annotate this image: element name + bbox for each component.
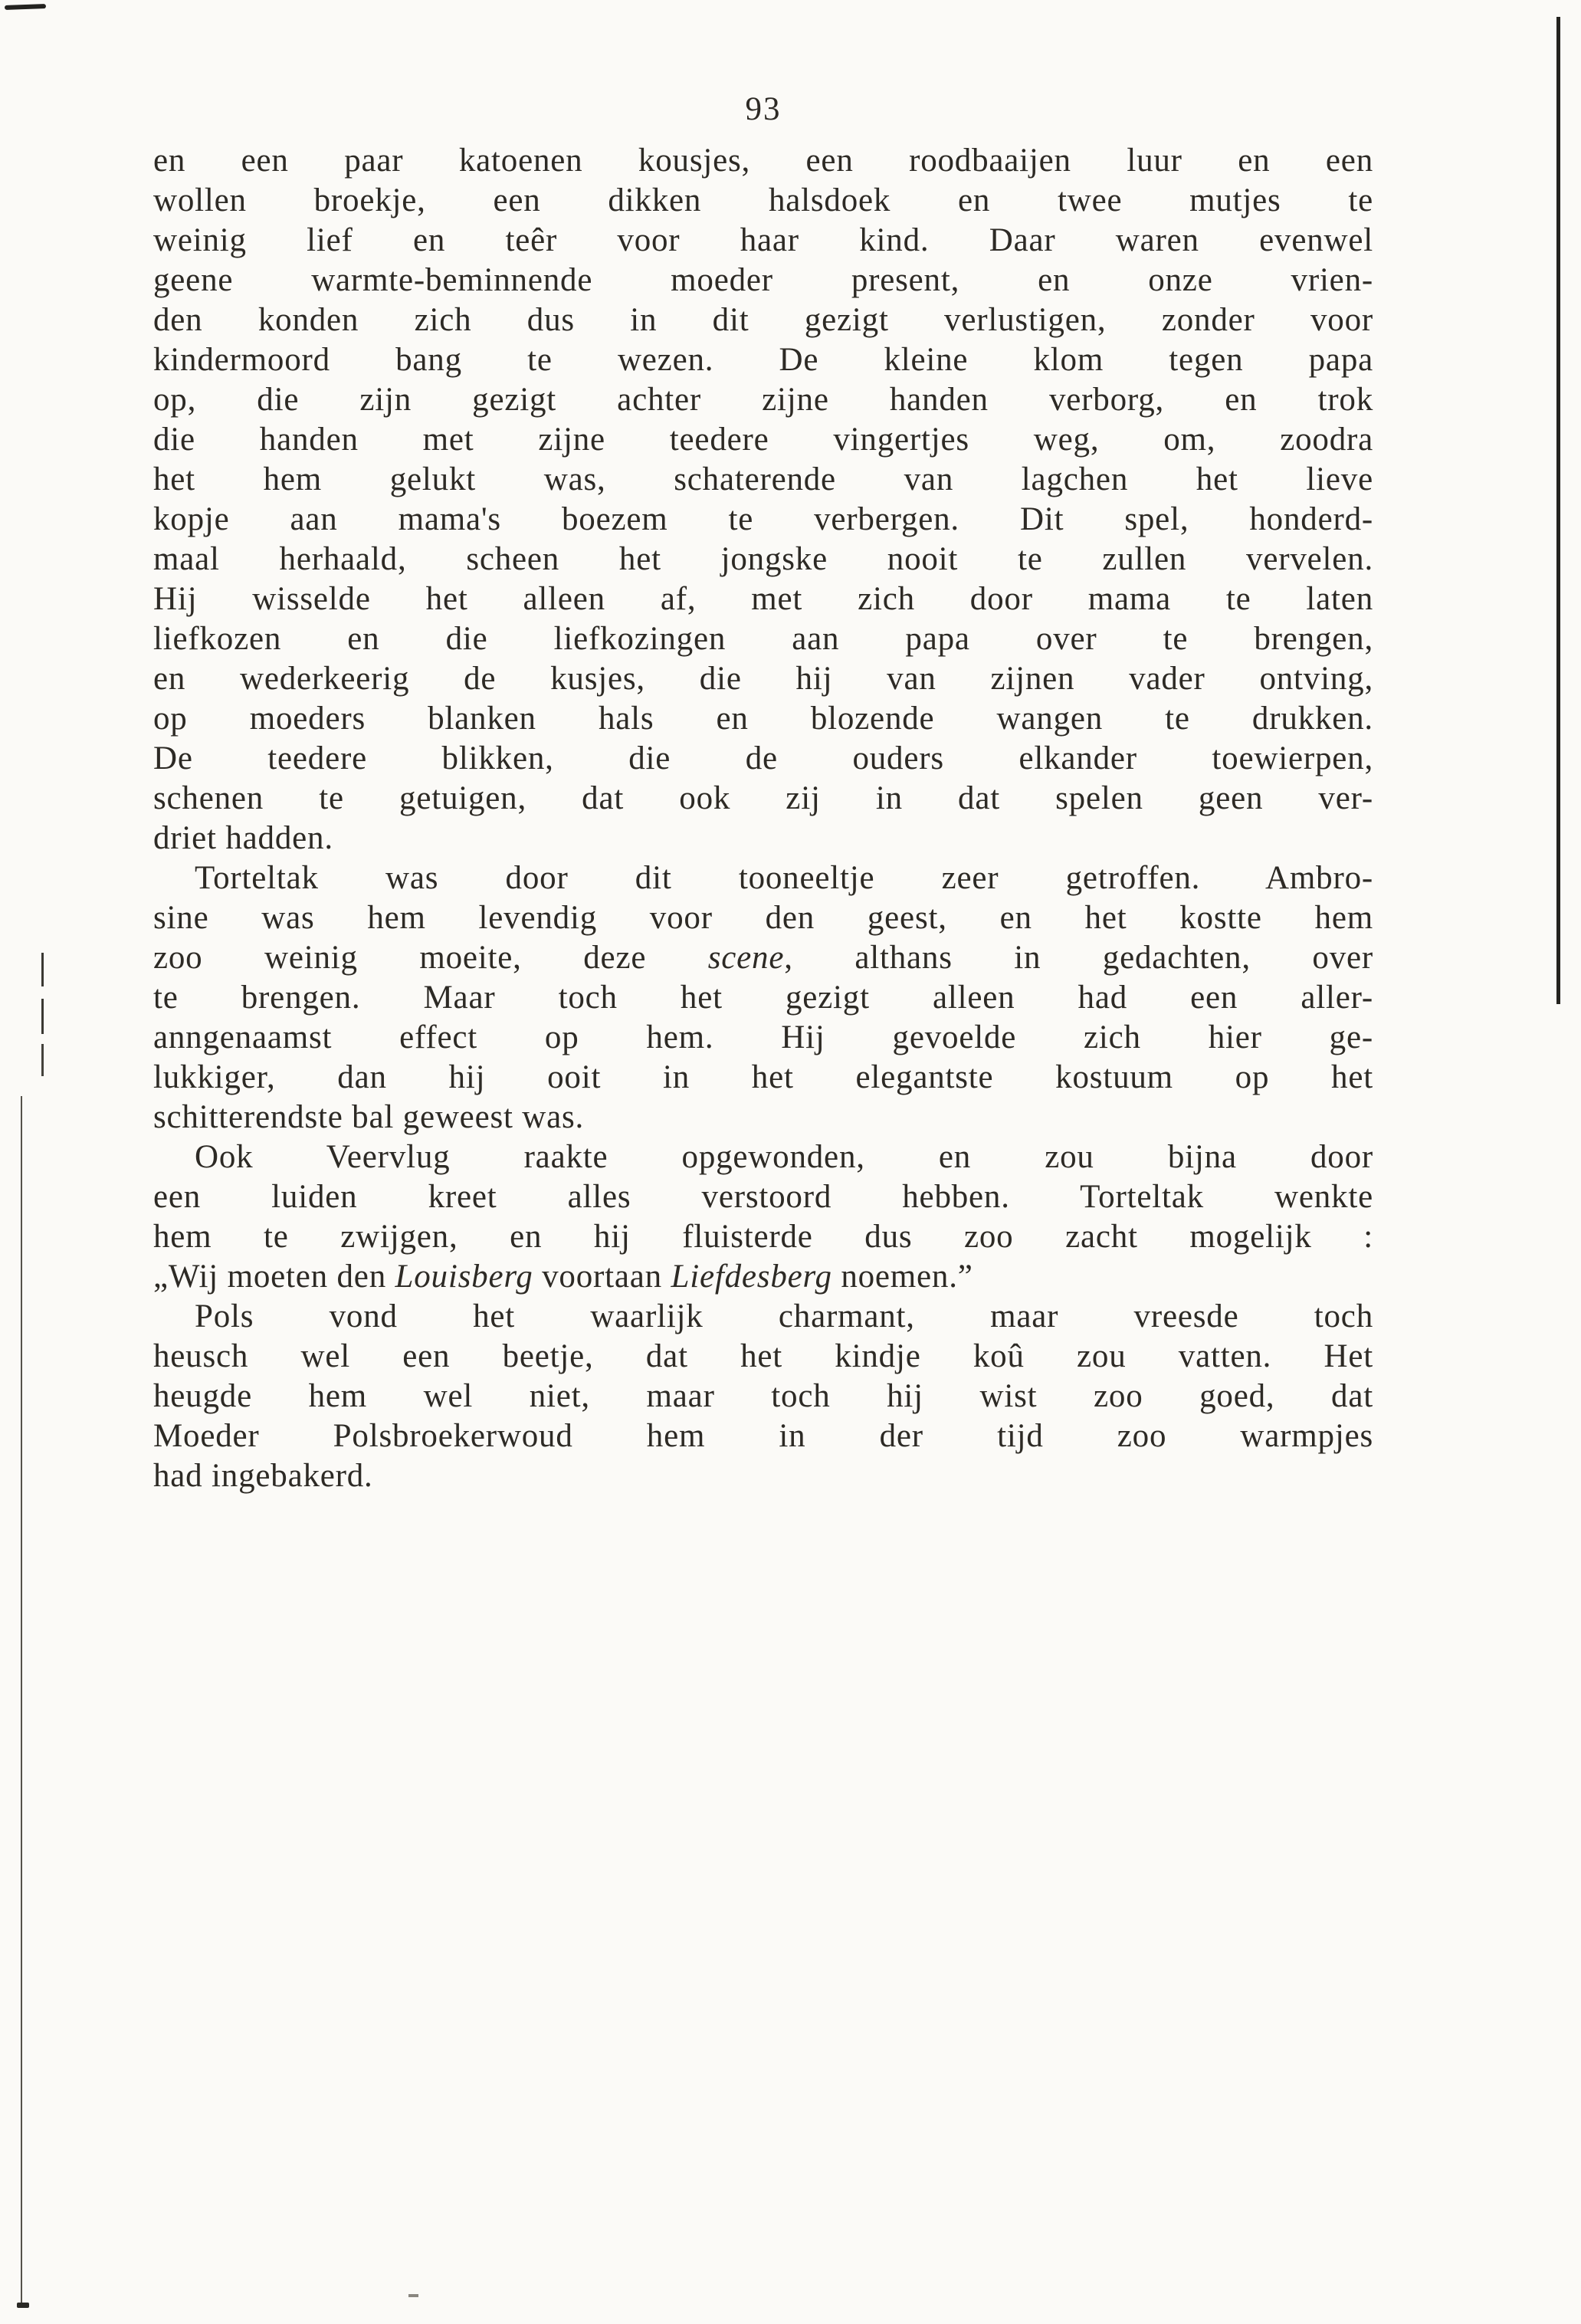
text-segment: Torteltak was door dit tooneeltje zeer getroffen. Ambro- bbox=[195, 860, 1373, 896]
text-line bbox=[153, 300, 1373, 340]
text-segment: Hij wisselde het alleen af, met zich door mama te laten bbox=[153, 581, 1373, 617]
text-segment: hem te zwijgen, en hij fluisterde dus zoo zacht mogelijk : bbox=[153, 1219, 1373, 1255]
text-segment: sine was hem levendig voor den geest, en het kostte hem bbox=[153, 900, 1373, 936]
text-line bbox=[153, 938, 1373, 978]
text-segment: „Wij moeten den bbox=[153, 1259, 395, 1295]
text-line bbox=[153, 1297, 1373, 1337]
text-line bbox=[153, 579, 1373, 619]
text-segment: had ingebakerd. bbox=[153, 1458, 373, 1494]
scan-artifact-top-left-dash bbox=[5, 4, 46, 10]
text-segment: het hem gelukt was, schaterende van lagchen het lieve bbox=[153, 461, 1373, 497]
text-segment: wollen broekje, een dikken halsdoek en twee mutjes te bbox=[153, 182, 1373, 218]
text-segment: te brengen. Maar toch het gezigt alleen had een aller- bbox=[153, 980, 1373, 1016]
paragraph bbox=[153, 1297, 1373, 1496]
text-line bbox=[153, 1058, 1373, 1098]
text-line bbox=[153, 380, 1373, 420]
text-segment: , althans in gedachten, over bbox=[784, 940, 1373, 976]
text-line bbox=[153, 261, 1373, 300]
text-line bbox=[153, 1217, 1373, 1257]
scan-artifact-right-edge-line bbox=[1556, 17, 1560, 1004]
text-segment: een luiden kreet alles verstoord hebben. Torteltak wenkte bbox=[153, 1179, 1373, 1215]
text-line bbox=[153, 221, 1373, 261]
text-line bbox=[153, 540, 1373, 579]
text-line bbox=[153, 1416, 1373, 1456]
text-segment: zoo weinig moeite, deze bbox=[153, 940, 708, 976]
italic-text: Louisberg bbox=[395, 1259, 533, 1295]
italic-text: Liefdesberg bbox=[671, 1259, 832, 1295]
scan-artifact-bottom-dash bbox=[408, 2294, 418, 2297]
text-segment: op, die zijn gezigt achter zijne handen verborg, en trok bbox=[153, 382, 1373, 418]
paragraph bbox=[153, 1137, 1373, 1297]
text-block bbox=[153, 141, 1373, 1496]
text-segment: die handen met zijne teedere vingertjes weg, om, zoodra bbox=[153, 422, 1373, 458]
text-segment: Ook Veervlug raakte opgewonden, en zou bijna door bbox=[195, 1139, 1373, 1175]
paragraph bbox=[153, 141, 1373, 858]
text-segment: heusch wel een beetje, dat het kindje koû zou vatten. Het bbox=[153, 1338, 1373, 1374]
text-line bbox=[153, 619, 1373, 659]
text-line bbox=[153, 659, 1373, 699]
text-segment: maal herhaald, scheen het jongske nooit te zullen vervelen. bbox=[153, 541, 1373, 577]
scan-artifact-bottom-left-mark bbox=[17, 2303, 29, 2308]
text-line bbox=[153, 181, 1373, 221]
text-segment: kindermoord bang te wezen. De kleine klom tegen papa bbox=[153, 342, 1373, 378]
text-segment: schitterendste bal geweest was. bbox=[153, 1099, 585, 1135]
text-line bbox=[153, 739, 1373, 779]
scan-artifact-left-tick bbox=[41, 1044, 44, 1076]
scan-artifact-left-edge-line bbox=[21, 1096, 22, 2307]
text-line bbox=[153, 420, 1373, 460]
text-segment: en wederkeerig de kusjes, die hij van zijnen vader ontving, bbox=[153, 661, 1373, 697]
text-line bbox=[153, 1337, 1373, 1377]
text-line bbox=[153, 1098, 1373, 1137]
text-segment: weinig lief en teêr voor haar kind. Daar waren evenwel bbox=[153, 222, 1373, 258]
text-segment: op moeders blanken hals en blozende wangen te drukken. bbox=[153, 701, 1373, 737]
text-segment: anngenaamst effect op hem. Hij gevoelde zich hier ge- bbox=[153, 1019, 1373, 1055]
text-line bbox=[153, 141, 1373, 181]
text-segment: geene warmte-beminnende moeder present, en onze vrien- bbox=[153, 262, 1373, 298]
text-line bbox=[153, 1257, 1373, 1297]
text-segment: Pols vond het waarlijk charmant, maar vreesde toch bbox=[195, 1298, 1373, 1334]
text-segment: schenen te getuigen, dat ook zij in dat spelen geen ver- bbox=[153, 780, 1373, 816]
text-line bbox=[153, 1018, 1373, 1058]
text-segment: Moeder Polsbroekerwoud hem in der tijd zoo warmpjes bbox=[153, 1418, 1373, 1454]
text-line bbox=[153, 699, 1373, 739]
text-line bbox=[153, 858, 1373, 898]
text-segment: voortaan bbox=[533, 1259, 671, 1295]
text-segment: heugde hem wel niet, maar toch hij wist zoo goed, dat bbox=[153, 1378, 1373, 1414]
text-segment: kopje aan mama's boezem te verbergen. Dit spel, honderd- bbox=[153, 501, 1373, 537]
text-segment: noemen.” bbox=[832, 1259, 973, 1295]
text-line bbox=[153, 1456, 1373, 1496]
page-number: 93 bbox=[745, 91, 782, 127]
text-segment: lukkiger, dan hij ooit in het elegantste kostuum op het bbox=[153, 1059, 1373, 1095]
text-line bbox=[153, 819, 1373, 858]
text-line bbox=[153, 340, 1373, 380]
text-segment: den konden zich dus in dit gezigt verlustigen, zonder voor bbox=[153, 302, 1373, 338]
text-line bbox=[153, 500, 1373, 540]
text-segment: en een paar katoenen kousjes, een roodbaaijen luur en een bbox=[153, 143, 1373, 179]
text-line bbox=[153, 1377, 1373, 1416]
text-line bbox=[153, 898, 1373, 938]
text-line bbox=[153, 1137, 1373, 1177]
text-segment: De teedere blikken, die de ouders elkander toewierpen, bbox=[153, 740, 1373, 776]
text-line bbox=[153, 460, 1373, 500]
text-line bbox=[153, 779, 1373, 819]
scan-artifact-left-tick bbox=[41, 999, 44, 1034]
text-segment: driet hadden. bbox=[153, 820, 333, 856]
italic-text: scene bbox=[707, 940, 785, 976]
scan-artifact-left-tick bbox=[41, 953, 44, 986]
text-segment: liefkozen en die liefkozingen aan papa over te brengen, bbox=[153, 621, 1373, 657]
text-line bbox=[153, 978, 1373, 1018]
text-line bbox=[153, 1177, 1373, 1217]
paragraph bbox=[153, 858, 1373, 1137]
